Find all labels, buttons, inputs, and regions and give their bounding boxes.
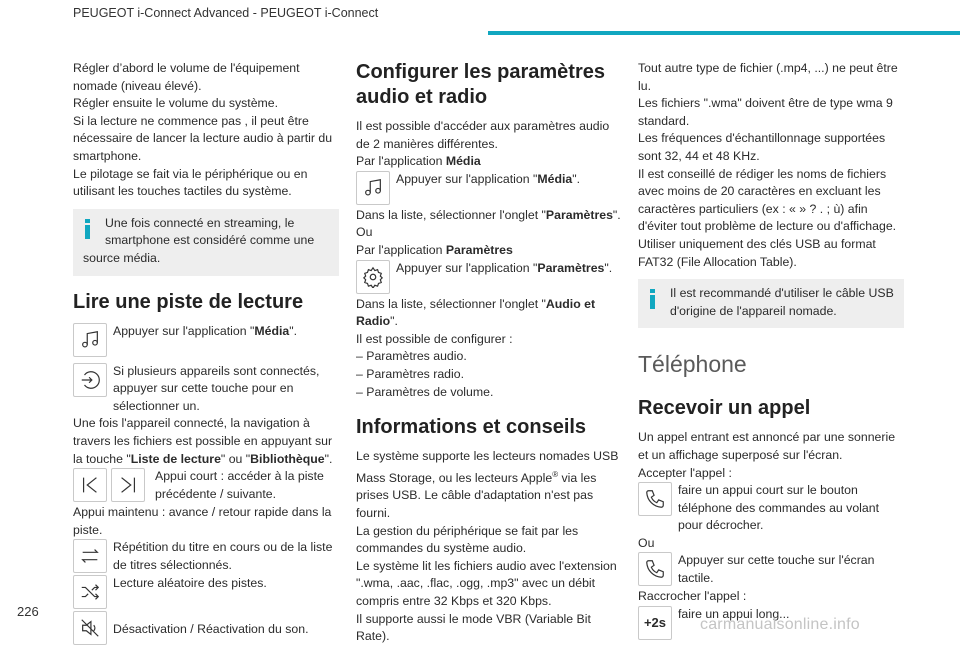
paragraph: Régler ensuite le volume du système. — [73, 96, 279, 111]
info-text: Il est recommandé d'utiliser le câble USB d'origine de l'appareil nomade. — [670, 286, 894, 318]
paragraph: Les fréquences d'échantillonnage supportées sont 32, 44 et 48 KHz. — [638, 131, 886, 163]
paragraph: Par l'application Paramètres — [356, 242, 513, 257]
phone-icon — [638, 482, 672, 516]
step-touch: Appuyer sur cette touche sur l'écran tactile. — [638, 552, 904, 588]
info-box — [638, 279, 904, 328]
next-track-icon — [111, 468, 145, 502]
paragraph: Un appel entrant est annoncé par une sonnerie et un affichage superposé sur l'écran. — [638, 430, 896, 462]
step-media: Appuyer sur l'application "Média". — [356, 171, 622, 207]
paragraph: Il est possible d'accéder aux paramètres audio de 2 manières différentes. — [356, 119, 610, 151]
step-skip: Appui court : accéder à la piste précédente / suivante. — [73, 468, 339, 504]
paragraph: Dans la liste, sélectionner l'onglet "Audio et Radio". — [356, 296, 596, 329]
info-icon — [648, 285, 660, 309]
paragraph: Les fichiers ".wma" doivent être de type wma 9 standard. — [638, 96, 893, 128]
paragraph: Appui maintenu : avance / retour rapide dans la piste. — [73, 505, 332, 537]
paragraph: Tout autre type de fichier (.mp4, ...) ne peut être lu. — [638, 61, 898, 93]
source-select-icon — [73, 363, 107, 397]
step-mute: Désactivation / Réactivation du son. — [73, 611, 339, 647]
step-settings: Appuyer sur l'application "Paramètres". — [356, 260, 622, 296]
paragraph: Le pilotage se fait via le périphérique ou en utilisant les touches tactiles du système. — [73, 166, 308, 199]
step-repeat: Répétition du titre en cours ou de la liste de titres sélectionnés. — [73, 539, 339, 575]
paragraph: Il supporte aussi le mode VBR (Variable Bit Rate). — [356, 611, 591, 644]
previous-track-icon — [73, 468, 107, 502]
shuffle-icon — [73, 575, 107, 609]
gear-icon — [356, 260, 390, 294]
info-text: Une fois connecté en streaming, le smartphone est considéré comme une source média. — [83, 215, 315, 265]
header-accent-bar — [488, 31, 960, 35]
mute-icon — [73, 611, 107, 645]
paragraph: Le système supporte les lecteurs nomades USB Mass Storage, ou les lecteurs Apple® via les prises USB. Le câble d'adaptation n'est pas fourni. — [356, 449, 619, 520]
paragraph: Le système lit les fichiers audio avec l'extension ".wma, .aac, .flac, .ogg, .mp3" avec un débit compris entre 32 Kbps et 320 Kbps. — [356, 558, 617, 608]
long-press-icon: +2s — [638, 606, 672, 640]
info-icon — [83, 215, 95, 239]
paragraph: Si la lecture ne commence pas , il peut être nécessaire de lancer la lecture audio à partir du smartphone. — [73, 113, 333, 163]
list-item: – Paramètres de volume. — [356, 384, 494, 399]
list-item: – Paramètres audio. — [356, 349, 467, 364]
music-note-icon — [73, 323, 107, 357]
paragraph: Il est possible de configurer : — [356, 331, 513, 346]
column-1 — [73, 60, 339, 647]
paragraph: Par l'application Média — [356, 154, 481, 169]
paragraph: Accepter l'appel : — [638, 465, 732, 480]
section-title: Informations et conseils — [356, 416, 587, 439]
info-box — [73, 209, 339, 276]
paragraph: Régler d’abord le volume de l'équipement nomade (niveau élevé). — [73, 61, 300, 93]
paragraph: Ou — [638, 535, 655, 550]
paragraph: Raccrocher l'appel : — [638, 589, 747, 604]
step-long: +2s faire un appui long... — [638, 606, 904, 642]
column-2 — [356, 60, 622, 646]
step-steering: faire un appui court sur le bouton téléphone des commandes au volant pour décrocher. — [638, 482, 904, 535]
paragraph: Il est conseillé de rédiger les noms de fichiers avec moins de 20 caractères en excluant les caractères particuliers (ex : « » ? . ; ù) afin d'éviter tout problème de lecture ou d'affichage. — [638, 166, 897, 234]
header-title: PEUGEOT i-Connect Advanced - PEUGEOT i-Connect — [73, 6, 379, 20]
page-number: 226 — [17, 604, 39, 619]
section-title: Recevoir un appel — [638, 397, 811, 420]
paragraph: Ou — [356, 225, 373, 240]
step-media: Appuyer sur l'application "Média". — [73, 323, 339, 359]
phone-icon — [638, 552, 672, 586]
chapter-title: Téléphone — [638, 351, 747, 378]
section-title: Lire une piste de lecture — [73, 290, 304, 313]
paragraph: Utiliser uniquement des clés USB au format FAT32 (File Allocation Table). — [638, 236, 876, 269]
column-3 — [638, 60, 904, 642]
music-note-icon — [356, 171, 390, 205]
paragraph: Dans la liste, sélectionner l'onglet "Paramètres". — [356, 207, 621, 222]
paragraph: Une fois l'appareil connecté, la navigation à travers les fichiers est possible en appuyant sur la touche "Liste de lecture" ou "Bibliothèque". — [73, 416, 333, 466]
list-item: – Paramètres radio. — [356, 366, 464, 381]
section-title: Configurer les paramètres audio et radio — [356, 61, 605, 108]
repeat-icon — [73, 539, 107, 573]
step-shuffle: Lecture aléatoire des pistes. — [73, 575, 339, 611]
step-devices: Si plusieurs appareils sont connectés, appuyer sur cette touche pour en sélectionner un. — [73, 363, 339, 416]
watermark: carmanualsonline.info — [700, 616, 860, 633]
paragraph: La gestion du périphérique se fait par les commandes du système audio. — [356, 523, 579, 556]
